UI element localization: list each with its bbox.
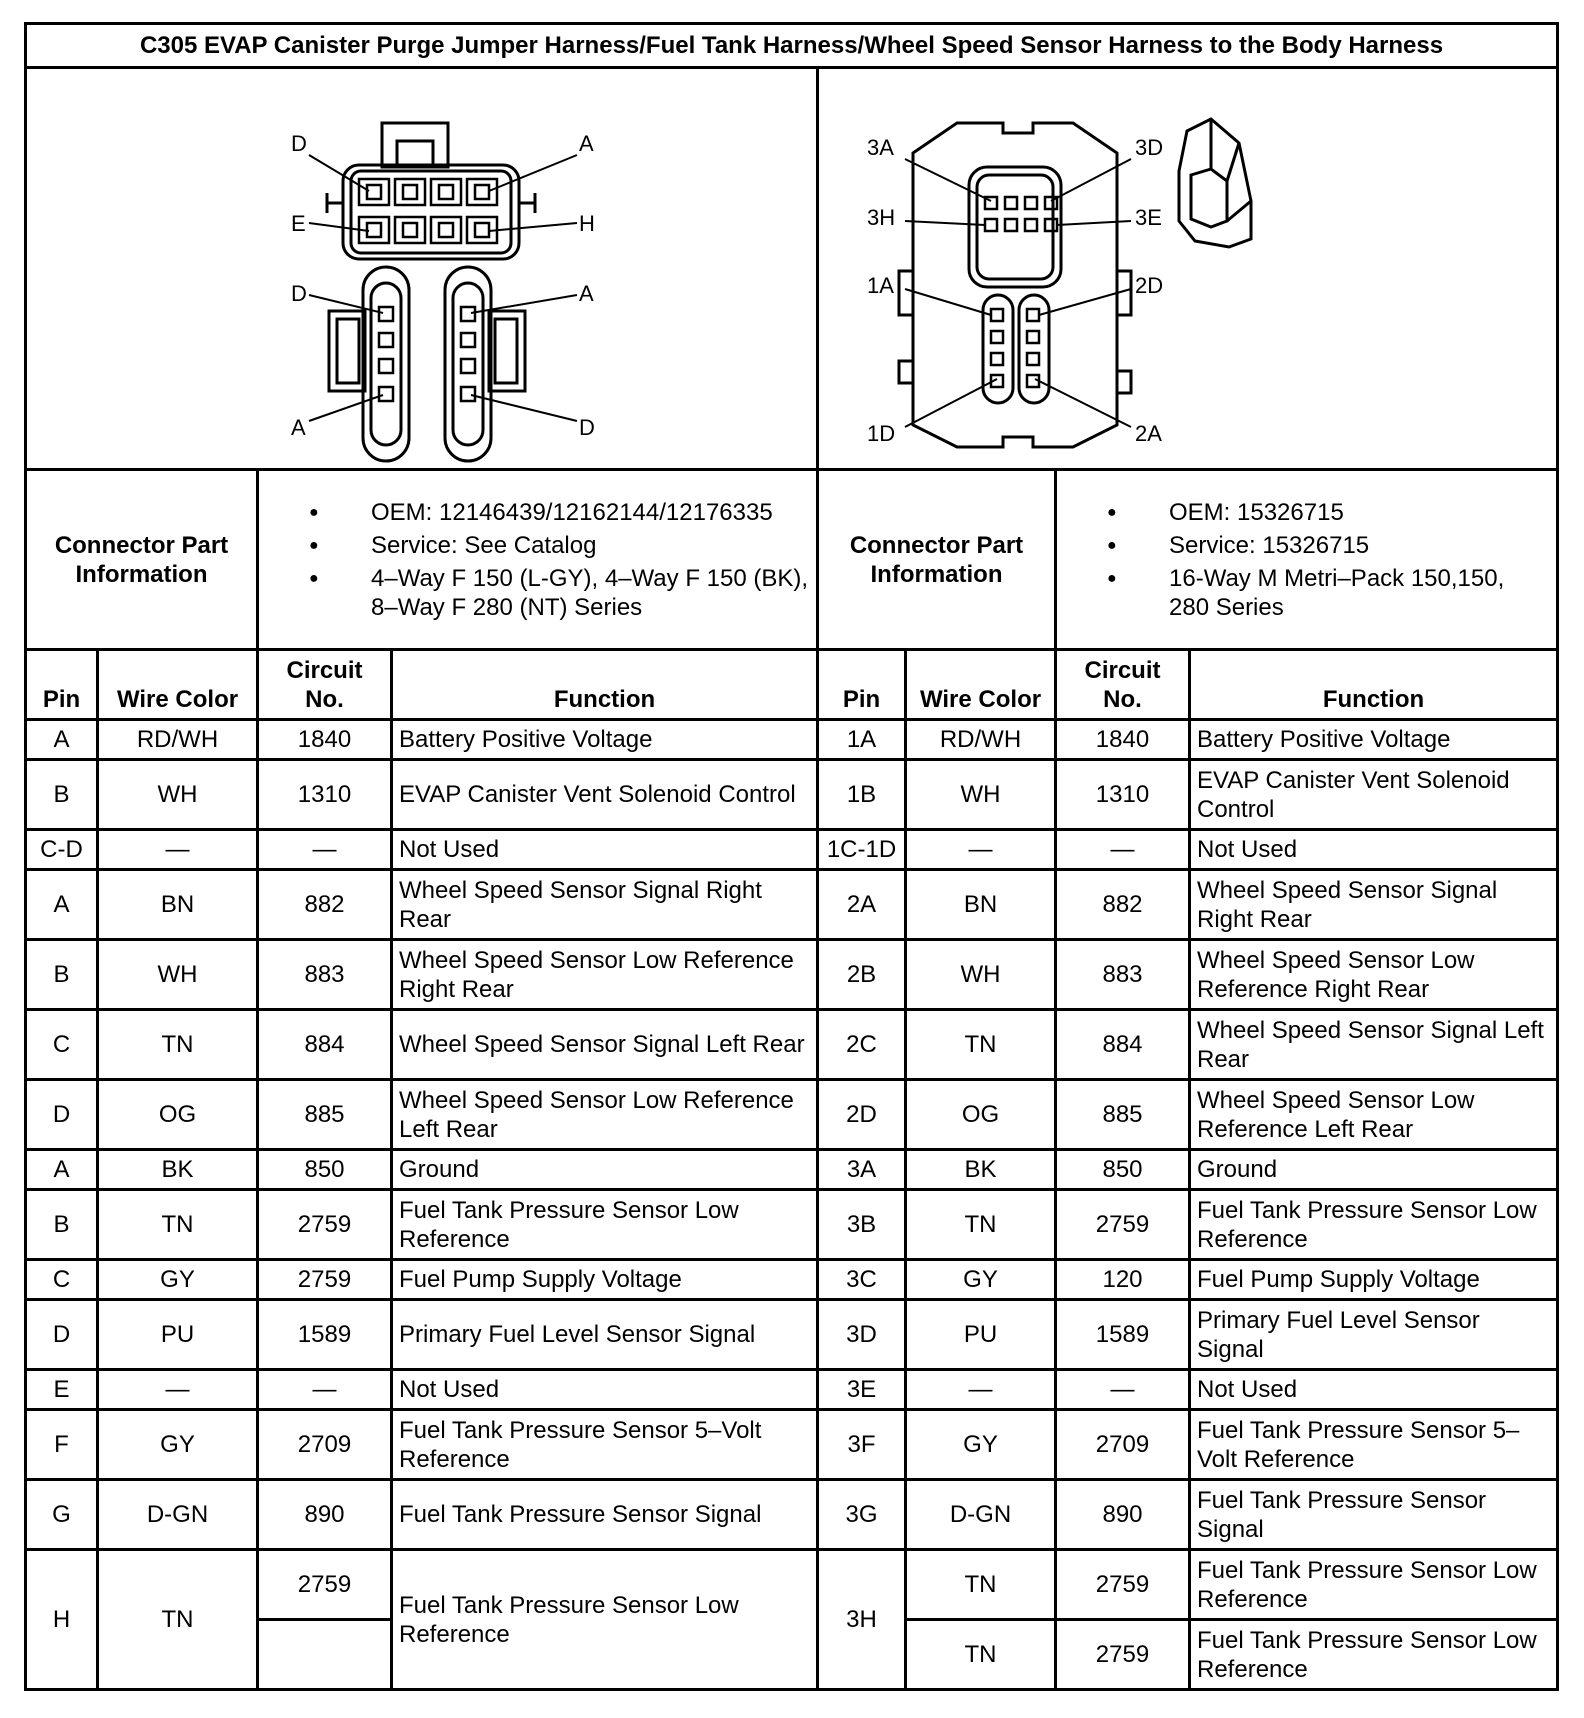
wire-color-cell: BK	[98, 1150, 258, 1190]
function-cell: Fuel Tank Pressure Sensor Signal	[1190, 1480, 1558, 1550]
circuit-cell: 2709	[1056, 1410, 1190, 1480]
circuit-cell: 882	[1056, 870, 1190, 940]
header-function-right: Function	[1190, 650, 1558, 720]
connector-sheet	[24, 22, 1556, 1704]
wire-color-cell: GY	[906, 1410, 1056, 1480]
circuit-cell: 120	[1056, 1260, 1190, 1300]
function-cell: Not Used	[1190, 1370, 1558, 1410]
header-function-left: Function	[392, 650, 818, 720]
function-cell: EVAP Canister Vent Solenoid Control	[1190, 760, 1558, 830]
pin-cell: C	[26, 1260, 98, 1300]
pin-cell: C	[26, 1010, 98, 1080]
pin-cell: 2D	[818, 1080, 906, 1150]
function-cell: Wheel Speed Sensor Signal Left Rear	[1190, 1010, 1558, 1080]
wire-color-cell: TN	[906, 1550, 1056, 1620]
wire-color-cell: —	[98, 830, 258, 870]
circuit-cell: 885	[258, 1080, 392, 1150]
function-cell: Ground	[1190, 1150, 1558, 1190]
circuit-cell: 2759	[258, 1550, 392, 1620]
table-row	[26, 1190, 1558, 1260]
wire-color-cell: TN	[906, 1620, 1056, 1690]
circuit-cell: 885	[1056, 1080, 1190, 1150]
function-cell: Not Used	[392, 830, 818, 870]
pin-cell: 2B	[818, 940, 906, 1010]
wire-color-cell: OG	[98, 1080, 258, 1150]
wire-color-cell: PU	[906, 1300, 1056, 1370]
header-pin-left: Pin	[26, 650, 98, 720]
function-cell: Fuel Tank Pressure Sensor Low Reference	[392, 1550, 818, 1690]
label-e: E	[291, 210, 306, 236]
wire-color-cell: BK	[906, 1150, 1056, 1190]
right-connector-illustration	[819, 71, 1559, 467]
table-row	[26, 830, 1558, 870]
function-cell: Fuel Tank Pressure Sensor 5– Volt Reference	[1190, 1410, 1558, 1480]
circuit-cell: 884	[258, 1010, 392, 1080]
label-d-mid: D	[291, 280, 307, 306]
pin-cell: G	[26, 1480, 98, 1550]
right-info-service: ● Service: 15326715	[1107, 531, 1550, 560]
table-row	[26, 940, 1558, 1010]
pin-cell: 3C	[818, 1260, 906, 1300]
function-cell: Wheel Speed Sensor Signal Left Rear	[392, 1010, 818, 1080]
circuit-cell: —	[1056, 830, 1190, 870]
function-cell: Battery Positive Voltage	[392, 720, 818, 760]
header-circuit-left: Circuit No.	[258, 650, 392, 720]
page-title: C305 EVAP Canister Purge Jumper Harness/Fuel Tank Harness/Wheel Speed Sensor Harness to the Body Harness	[26, 24, 1558, 68]
function-cell: Primary Fuel Level Sensor Signal	[392, 1300, 818, 1370]
circuit-cell: —	[258, 1370, 392, 1410]
left-connector-diagram	[26, 68, 818, 470]
wire-color-cell: RD/WH	[98, 720, 258, 760]
function-cell: Battery Positive Voltage	[1190, 720, 1558, 760]
pin-cell: E	[26, 1370, 98, 1410]
function-cell: Fuel Tank Pressure Sensor 5–Volt Reference	[392, 1410, 818, 1480]
table-row	[26, 1550, 1558, 1620]
circuit-cell: 2709	[258, 1410, 392, 1480]
table-row	[26, 720, 1558, 760]
function-cell: Wheel Speed Sensor Low Reference Left Rear	[1190, 1080, 1558, 1150]
circuit-cell: 850	[1056, 1150, 1190, 1190]
table-row	[26, 1410, 1558, 1480]
function-cell: Ground	[392, 1150, 818, 1190]
wire-color-cell: WH	[906, 760, 1056, 830]
circuit-cell: 890	[258, 1480, 392, 1550]
pin-cell: 1B	[818, 760, 906, 830]
label-3e: 3E	[1135, 204, 1162, 230]
pin-cell: 3A	[818, 1150, 906, 1190]
circuit-cell: —	[1056, 1370, 1190, 1410]
right-connector-diagram	[818, 68, 1558, 470]
circuit-cell: 1310	[1056, 760, 1190, 830]
wire-color-cell: RD/WH	[906, 720, 1056, 760]
pin-cell: A	[26, 720, 98, 760]
function-cell: Fuel Tank Pressure Sensor Signal	[392, 1480, 818, 1550]
circuit-cell-empty	[258, 1620, 392, 1690]
pin-cell: 1A	[818, 720, 906, 760]
function-cell: Fuel Tank Pressure Sensor Low Reference	[392, 1190, 818, 1260]
label-d-bottom: D	[579, 414, 595, 440]
function-cell: Fuel Tank Pressure Sensor Low Reference	[1190, 1620, 1558, 1690]
label-3a: 3A	[867, 134, 894, 160]
pin-cell: 3G	[818, 1480, 906, 1550]
pin-cell: 3B	[818, 1190, 906, 1260]
circuit-cell: —	[258, 830, 392, 870]
pin-cell: 1C-1D	[818, 830, 906, 870]
function-cell: Fuel Tank Pressure Sensor Low Reference	[1190, 1190, 1558, 1260]
wire-color-cell: TN	[98, 1190, 258, 1260]
label-2a: 2A	[1135, 420, 1162, 446]
function-cell: Wheel Speed Sensor Low Reference Left Rear	[392, 1080, 818, 1150]
circuit-cell: 883	[258, 940, 392, 1010]
left-connector-illustration	[27, 71, 813, 467]
connector-table	[24, 22, 1559, 1691]
label-d-top: D	[291, 130, 307, 156]
circuit-cell: 884	[1056, 1010, 1190, 1080]
pin-cell: B	[26, 1190, 98, 1260]
header-pin-right: Pin	[818, 650, 906, 720]
pin-cell: H	[26, 1550, 98, 1690]
circuit-cell: 2759	[258, 1190, 392, 1260]
circuit-cell: 1840	[1056, 720, 1190, 760]
wire-color-cell: D-GN	[906, 1480, 1056, 1550]
label-3d: 3D	[1135, 134, 1164, 160]
wire-color-cell: OG	[906, 1080, 1056, 1150]
pin-cell: 3E	[818, 1370, 906, 1410]
pin-cell: A	[26, 870, 98, 940]
wire-color-cell: BN	[98, 870, 258, 940]
circuit-cell: 2759	[1056, 1550, 1190, 1620]
circuit-cell: 1589	[1056, 1300, 1190, 1370]
wire-color-cell: TN	[906, 1190, 1056, 1260]
circuit-cell: 1310	[258, 760, 392, 830]
label-2d: 2D	[1135, 272, 1164, 298]
wire-color-cell: —	[906, 830, 1056, 870]
function-cell: Not Used	[392, 1370, 818, 1410]
wire-color-cell: WH	[906, 940, 1056, 1010]
function-cell: Wheel Speed Sensor Signal Right Rear	[1190, 870, 1558, 940]
table-row	[26, 870, 1558, 940]
left-info-list	[265, 498, 810, 622]
circuit-cell: 1589	[258, 1300, 392, 1370]
header-wire-color-left: Wire Color	[98, 650, 258, 720]
pin-cell: A	[26, 1150, 98, 1190]
pin-cell: 3H	[818, 1550, 906, 1690]
label-a-top: A	[579, 130, 594, 156]
left-info-service: ● Service: See Catalog	[309, 531, 810, 560]
circuit-cell: 882	[258, 870, 392, 940]
function-cell: Wheel Speed Sensor Low Reference Right Rear	[1190, 940, 1558, 1010]
table-row	[26, 1480, 1558, 1550]
right-info-oem: ● OEM: 15326715	[1107, 498, 1550, 527]
wire-color-cell: PU	[98, 1300, 258, 1370]
circuit-cell: 2759	[1056, 1620, 1190, 1690]
function-cell: Fuel Pump Supply Voltage	[392, 1260, 818, 1300]
header-wire-color-right: Wire Color	[906, 650, 1056, 720]
left-info-series: ● 4–Way F 150 (L-GY), 4–Way F 150 (BK), 8–Way F 280 (NT) Series	[309, 564, 810, 622]
pin-cell: D	[26, 1300, 98, 1370]
function-cell: Fuel Tank Pressure Sensor Low Reference	[1190, 1550, 1558, 1620]
pin-rows	[26, 720, 1558, 1550]
header-circuit-right: Circuit No.	[1056, 650, 1190, 720]
circuit-cell: 2759	[1056, 1190, 1190, 1260]
table-row	[26, 1300, 1558, 1370]
pin-cell: 3D	[818, 1300, 906, 1370]
circuit-cell: 1840	[258, 720, 392, 760]
column-header-row	[26, 650, 1558, 720]
table-row	[26, 760, 1558, 830]
circuit-cell: 2759	[258, 1260, 392, 1300]
function-cell: EVAP Canister Vent Solenoid Control	[392, 760, 818, 830]
circuit-cell: 850	[258, 1150, 392, 1190]
table-row	[26, 1370, 1558, 1410]
wire-color-cell: —	[98, 1370, 258, 1410]
table-row	[26, 1080, 1558, 1150]
table-row	[26, 1010, 1558, 1080]
function-cell: Fuel Pump Supply Voltage	[1190, 1260, 1558, 1300]
function-cell: Wheel Speed Sensor Signal Right Rear	[392, 870, 818, 940]
wire-color-cell: GY	[906, 1260, 1056, 1300]
table-row	[26, 1150, 1558, 1190]
wire-color-cell: GY	[98, 1410, 258, 1480]
wire-color-cell: TN	[906, 1010, 1056, 1080]
pin-cell: 3F	[818, 1410, 906, 1480]
left-connector-info-heading: Connector Part Information	[26, 470, 258, 650]
sixteen-way-housing	[913, 123, 1117, 447]
wire-color-cell: BN	[906, 870, 1056, 940]
table-row	[26, 1260, 1558, 1300]
right-info-series: ● 16-Way M Metri–Pack 150,150, 280 Series	[1107, 564, 1550, 622]
circuit-cell: 883	[1056, 940, 1190, 1010]
function-cell: Primary Fuel Level Sensor Signal	[1190, 1300, 1558, 1370]
right-connector-info	[1056, 470, 1558, 650]
label-a-bottom: A	[291, 414, 306, 440]
latch-shape	[382, 123, 448, 167]
wire-color-cell: WH	[98, 940, 258, 1010]
function-cell: Wheel Speed Sensor Low Reference Right Rear	[392, 940, 818, 1010]
wire-color-cell: GY	[98, 1260, 258, 1300]
wire-color-cell: WH	[98, 760, 258, 830]
pin-cell: 2A	[818, 870, 906, 940]
right-info-list	[1063, 498, 1550, 622]
wire-color-cell: TN	[98, 1010, 258, 1080]
label-3h: 3H	[867, 204, 896, 230]
right-connector-info-heading: Connector Part Information	[818, 470, 1056, 650]
left-connector-info	[258, 470, 818, 650]
pin-cell: C-D	[26, 830, 98, 870]
wire-color-cell: TN	[98, 1550, 258, 1690]
pin-cell: B	[26, 940, 98, 1010]
label-1a: 1A	[867, 272, 894, 298]
pin-cell: D	[26, 1080, 98, 1150]
pin-cell: 2C	[818, 1010, 906, 1080]
circuit-cell: 890	[1056, 1480, 1190, 1550]
wire-color-cell: —	[906, 1370, 1056, 1410]
label-a-mid: A	[579, 280, 594, 306]
pin-cell: B	[26, 760, 98, 830]
pin-cell: F	[26, 1410, 98, 1480]
function-cell: Not Used	[1190, 830, 1558, 870]
left-info-oem: ● OEM: 12146439/12162144/12176335	[309, 498, 810, 527]
label-1d: 1D	[867, 420, 896, 446]
label-h: H	[579, 210, 595, 236]
wire-color-cell: D-GN	[98, 1480, 258, 1550]
